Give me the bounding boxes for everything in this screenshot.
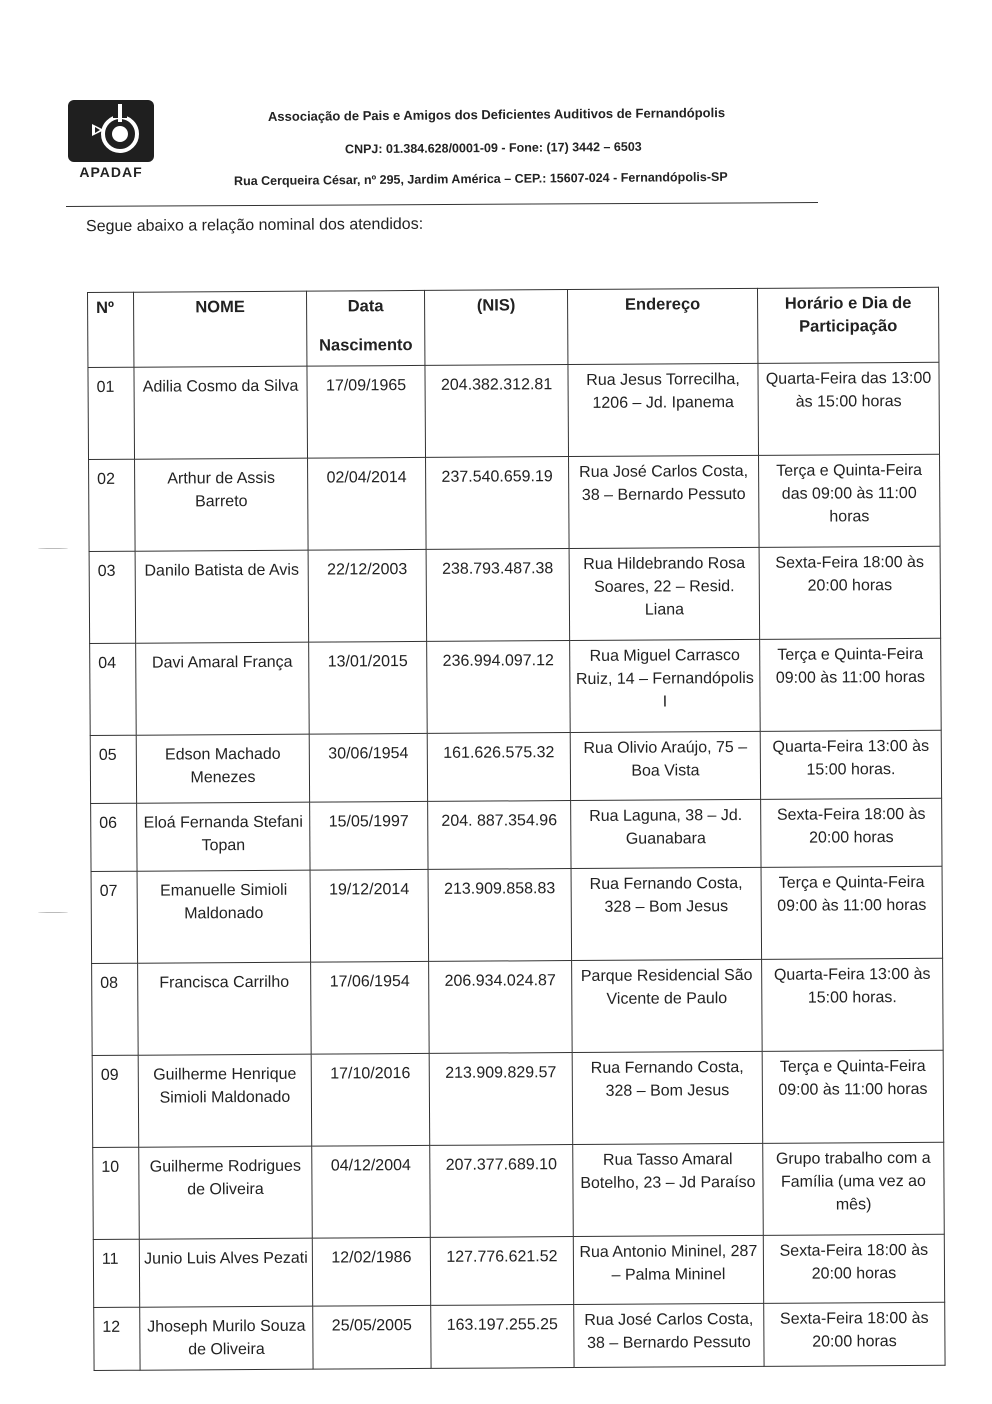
cell-nis: 206.934.024.87 <box>429 961 573 1054</box>
table-row <box>89 454 941 551</box>
col-header-name: NOME <box>134 291 307 367</box>
table-row <box>92 1050 944 1147</box>
table-row <box>93 1142 945 1239</box>
cell-num: 11 <box>93 1239 139 1307</box>
cell-address: Rua José Carlos Costa, 38 – Bernardo Pessuto <box>574 1303 764 1367</box>
col-header-nis: (NIS) <box>424 290 567 366</box>
cell-address: Rua Hildebrando Rosa Soares, 22 – Resid. Liana <box>569 547 760 640</box>
table-row <box>90 730 941 803</box>
cell-name: Adilia Cosmo da Silva <box>134 366 308 459</box>
cell-num: 02 <box>89 459 136 551</box>
cell-schedule: Terça e Quinta-Feira 09:00 às 11:00 horas <box>762 1050 944 1143</box>
cell-schedule: Sexta-Feira 18:00 às 20:00 horas <box>764 1302 945 1366</box>
cell-date: 12/02/1986 <box>312 1237 430 1306</box>
address-line: Rua Cerqueira César, nº 295, Jardim América – CEP.: 15607-024 - Fernandópolis-SP <box>233 169 728 189</box>
cell-num: 03 <box>89 551 136 643</box>
col-header-date-bottom: Nascimento <box>319 336 413 355</box>
cell-address: Rua José Carlos Costa, 38 – Bernardo Pessuto <box>569 455 760 548</box>
cell-nis: 237.540.659.19 <box>426 457 570 550</box>
logo-text: APADAF <box>79 164 143 180</box>
cell-schedule: Quarta-Feira 13:00 às 15:00 horas. <box>760 730 941 799</box>
cell-name: Davi Amaral França <box>136 642 310 735</box>
cell-schedule: Terça e Quinta-Feira das 09:00 às 11:00 horas <box>759 454 941 547</box>
cell-schedule: Quarta-Feira 13:00 às 15:00 horas. <box>762 958 944 1051</box>
cell-num: 01 <box>88 367 135 459</box>
cell-name: Guilherme Henrique Simioli Maldonado <box>138 1054 312 1147</box>
table-row <box>93 1234 944 1307</box>
cell-name: Eloá Fernanda Stefani Topan <box>137 802 310 871</box>
cell-nis: 204.382.312.81 <box>425 365 569 458</box>
cell-schedule: Sexta-Feira 18:00 às 20:00 horas <box>759 546 941 639</box>
cell-num: 09 <box>92 1055 139 1147</box>
cell-name: Francisca Carrilho <box>138 962 312 1055</box>
table-row <box>94 1302 945 1370</box>
cell-date: 04/12/2004 <box>312 1145 431 1238</box>
cell-date: 13/01/2015 <box>309 641 428 734</box>
cell-num: 10 <box>93 1147 140 1239</box>
cell-date: 25/05/2005 <box>313 1305 431 1369</box>
table-header-row <box>88 287 939 367</box>
cell-address: Rua Laguna, 38 – Jd. Guanabara <box>571 799 761 868</box>
cell-num: 07 <box>91 871 138 963</box>
cell-schedule: Sexta-Feira 18:00 às 20:00 horas <box>763 1234 944 1303</box>
col-header-date-top: Data <box>347 297 384 316</box>
cell-nis: 236.994.097.12 <box>427 641 571 734</box>
cell-name: Emanuelle Simioli Maldonado <box>137 870 311 963</box>
intro-text: Segue abaixo a relação nominal dos atendidos: <box>85 215 424 236</box>
cell-date: 30/06/1954 <box>309 733 427 802</box>
cell-nis: 213.909.829.57 <box>429 1053 573 1146</box>
cell-schedule: Grupo trabalho com a Família (uma vez ao mês) <box>763 1142 945 1235</box>
apadaf-logo <box>68 100 158 184</box>
cell-num: 08 <box>92 963 139 1055</box>
cell-nis: 238.793.487.38 <box>426 549 570 642</box>
cell-date: 19/12/2014 <box>310 869 429 962</box>
scan-mark <box>38 912 68 913</box>
col-header-address: Endereço <box>567 288 757 364</box>
cell-date: 02/04/2014 <box>308 457 427 550</box>
cell-nis: 161.626.575.32 <box>427 733 570 802</box>
cell-date: 22/12/2003 <box>308 549 427 642</box>
cell-name: Danilo Batista de Avis <box>135 550 309 643</box>
cell-nis: 127.776.621.52 <box>430 1237 573 1306</box>
cell-address: Rua Jesus Torrecilha, 1206 – Jd. Ipanema <box>568 363 759 456</box>
cell-name: Guilherme Rodrigues de Oliveira <box>139 1146 313 1239</box>
cell-num: 12 <box>94 1307 140 1370</box>
cell-nis: 204. 887.354.96 <box>428 801 571 870</box>
cell-address: Rua Tasso Amaral Botelho, 23 – Jd Paraíso <box>573 1143 764 1236</box>
cell-address: Rua Fernando Costa, 328 – Bom Jesus <box>572 1051 763 1144</box>
cell-num: 06 <box>91 803 137 871</box>
header-divider <box>66 202 818 207</box>
logo-emblem <box>68 100 154 162</box>
table-row <box>92 958 944 1055</box>
table-row <box>91 866 943 963</box>
cell-num: 05 <box>90 735 136 803</box>
cell-nis: 213.909.858.83 <box>428 869 572 962</box>
cell-schedule: Terça e Quinta-Feira 09:00 às 11:00 horas <box>761 866 943 959</box>
cell-schedule: Quarta-Feira das 13:00 às 15:00 horas <box>758 362 940 455</box>
cell-schedule: Sexta-Feira 18:00 às 20:00 horas <box>761 798 942 867</box>
attendees-table-wrapper <box>87 287 946 1371</box>
cell-num: 04 <box>90 643 137 735</box>
org-name: Associação de Pais e Amigos dos Deficientes Auditivos de Fernandópolis <box>267 105 726 124</box>
cell-address: Rua Olivio Araújo, 75 – Boa Vista <box>570 731 760 800</box>
cell-address: Rua Antonio Mininel, 287 – Palma Mininel <box>573 1235 763 1304</box>
cell-nis: 207.377.689.10 <box>430 1145 574 1238</box>
cell-name: Junio Luis Alves Pezati <box>139 1238 312 1307</box>
table-row <box>88 362 940 459</box>
table-row <box>89 546 941 643</box>
cell-address: Rua Fernando Costa, 328 – Bom Jesus <box>571 867 762 960</box>
cell-address: Rua Miguel Carrasco Ruiz, 14 – Fernandópolis I <box>570 639 761 732</box>
table-row <box>90 638 942 735</box>
cell-nis: 163.197.255.25 <box>431 1305 574 1369</box>
cell-name: Edson Machado Menezes <box>136 734 309 803</box>
cell-name: Jhoseph Murilo Souza de Oliveira <box>140 1306 313 1370</box>
table-row <box>91 798 942 871</box>
cell-date: 17/06/1954 <box>311 961 430 1054</box>
cell-date: 17/10/2016 <box>311 1053 430 1146</box>
cell-date: 15/05/1997 <box>310 801 428 870</box>
cell-date: 17/09/1965 <box>307 365 426 458</box>
col-header-date <box>306 290 424 366</box>
col-header-schedule: Horário e Dia de Participação <box>757 287 938 363</box>
cell-address: Parque Residencial São Vicente de Paulo <box>572 959 763 1052</box>
cnpj-line: CNPJ: 01.384.628/0001-09 - Fone: (17) 3442 – 6503 <box>344 139 642 157</box>
cell-schedule: Terça e Quinta-Feira 09:00 às 11:00 horas <box>760 638 942 731</box>
cell-name: Arthur de Assis Barreto <box>135 458 309 551</box>
col-header-num: Nº <box>88 292 134 367</box>
attendees-table <box>87 287 946 1371</box>
scan-mark <box>38 548 68 549</box>
